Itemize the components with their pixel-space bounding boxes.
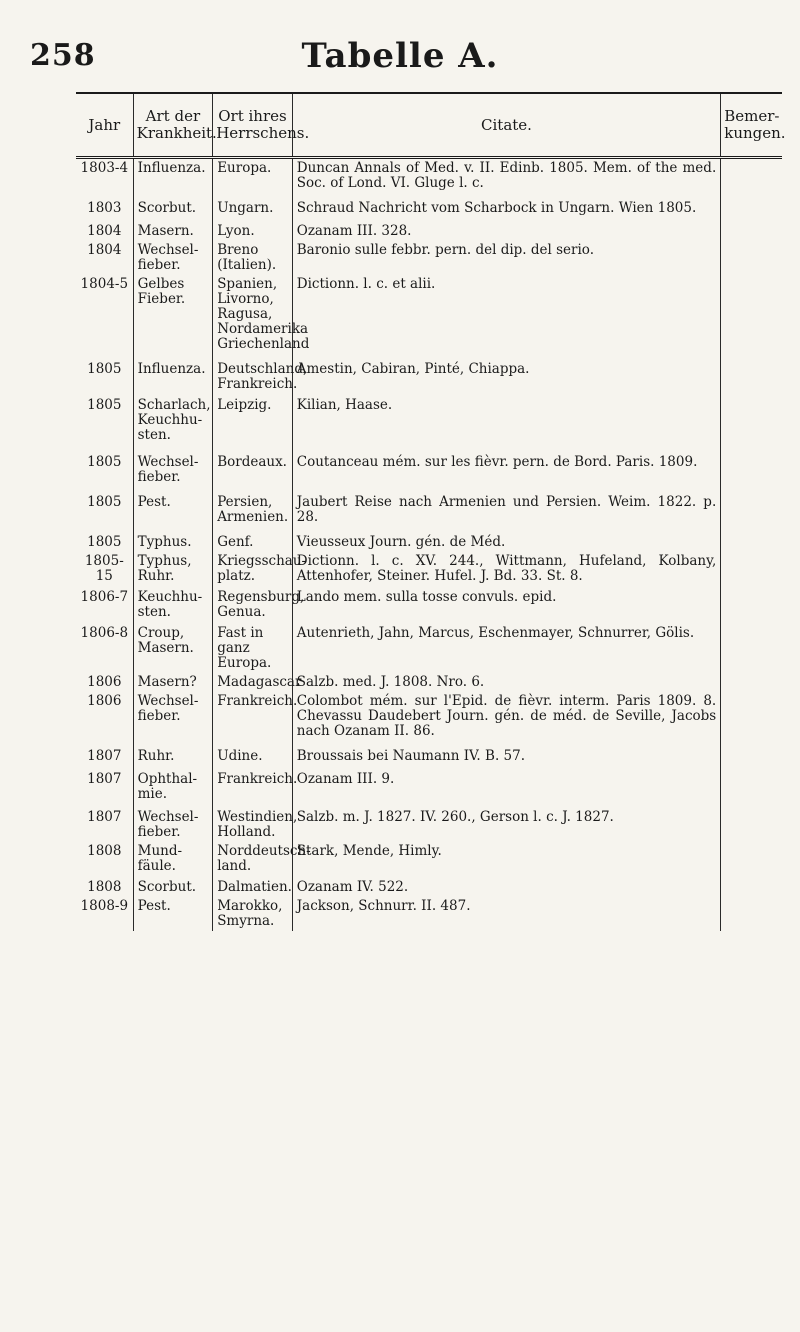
row-citation: Autenrieth, Jahn, Marcus, Eschenmayer, Schnurrer, Gölis. (292, 622, 720, 673)
row-disease: Wechsel-fieber. (133, 804, 213, 842)
row-citation: Lando mem. sulla tosse convuls. epid. (292, 586, 720, 622)
row-year: 1803 (87, 200, 122, 216)
table-row (76, 241, 782, 275)
row-citation: Coutanceau mém. sur les fièvr. pern. de Bord. Paris. 1809. (292, 445, 720, 487)
row-disease: Influenza. (133, 354, 213, 394)
row-remark (721, 804, 782, 842)
row-disease: Ophthal-mie. (133, 766, 213, 804)
table-row (76, 527, 782, 552)
row-citation: Jaubert Reise nach Armenien und Persien. Weim. 1822. p. 28. (292, 487, 720, 527)
table-row (76, 804, 782, 842)
row-remark (721, 275, 782, 354)
row-disease: Pest. (133, 487, 213, 527)
row-citation: Ozanam IV. 522. (292, 876, 720, 897)
row-year: 1806 (87, 693, 122, 709)
column-header-place: Ort ihres Herrschens. (213, 93, 293, 158)
column-header-remarks: Bemer-kungen. (721, 93, 782, 158)
row-year: 1808 (87, 879, 122, 895)
row-year: 1808 (87, 843, 122, 859)
row-citation: Ozanam III. 328. (292, 218, 720, 241)
row-year: 1806-8 (80, 625, 129, 641)
table-row (76, 622, 782, 673)
row-citation: Salzb. m. J. 1827. IV. 260., Gerson l. c. J. 1827. (292, 804, 720, 842)
row-disease: Scharlach, Keuchhu-sten. (133, 394, 213, 445)
row-remark (721, 487, 782, 527)
row-remark (721, 552, 782, 586)
row-disease: Typhus. (133, 527, 213, 552)
row-disease: Wechsel-fieber. (133, 692, 213, 741)
table-row (76, 741, 782, 766)
row-disease: Typhus, Ruhr. (133, 552, 213, 586)
row-place: Genf. (213, 527, 293, 552)
row-citation: Dictionn. l. c. et alii. (292, 275, 720, 354)
row-year: 1804-5 (80, 276, 129, 292)
table-row (76, 552, 782, 586)
column-header-year: Jahr (76, 93, 133, 158)
row-disease: Scorbut. (133, 876, 213, 897)
row-citation: Schraud Nachricht vom Scharbock in Ungarn. Wien 1805. (292, 193, 720, 218)
table-row (76, 842, 782, 876)
row-year: 1807 (87, 771, 122, 787)
row-remark (721, 876, 782, 897)
row-place: Fast in ganz Europa. (213, 622, 293, 673)
row-place: Frankreich. (213, 692, 293, 741)
table (76, 92, 786, 931)
row-place: Regensburg, Genua. (213, 586, 293, 622)
table-row (76, 897, 782, 931)
row-place: Lyon. (213, 218, 293, 241)
row-citation: Colombot mém. sur l'Epid. de fièvr. interm. Paris 1809. 8. Chevassu Daudebert Journ. gén. de méd. de Seville, Jacobs nach Ozanam II. 86. (292, 692, 720, 741)
row-place: Deutschland, Frankreich. (213, 354, 293, 394)
row-year: 1804 (87, 223, 122, 239)
table-row (76, 275, 782, 354)
row-remark (721, 158, 782, 194)
table-row (76, 193, 782, 218)
row-place: Bordeaux. (213, 445, 293, 487)
row-citation: Stark, Mende, Himly. (292, 842, 720, 876)
row-place: Westindien, Holland. (213, 804, 293, 842)
row-disease: Mund-fäule. (133, 842, 213, 876)
row-citation: Salzb. med. J. 1808. Nro. 6. (292, 673, 720, 692)
row-citation: Broussais bei Naumann IV. B. 57. (292, 741, 720, 766)
row-citation: Amestin, Cabiran, Pinté, Chiappa. (292, 354, 720, 394)
row-place: Leipzig. (213, 394, 293, 445)
row-citation: Ozanam III. 9. (292, 766, 720, 804)
column-header-disease: Art der Krankheit. (133, 93, 213, 158)
row-remark (721, 586, 782, 622)
row-year: 1805 (87, 397, 122, 413)
row-place: Frankreich. (213, 766, 293, 804)
table-row (76, 445, 782, 487)
table-row (76, 158, 782, 194)
row-remark (721, 241, 782, 275)
row-remark (721, 673, 782, 692)
row-citation: Duncan Annals of Med. v. II. Edinb. 1805. Mem. of the med. Soc. of Lond. VI. Gluge l. c. (292, 158, 720, 194)
row-place: Marokko, Smyrna. (213, 897, 293, 931)
row-place: Madagascar (213, 673, 293, 692)
row-year: 1803-4 (80, 160, 129, 176)
row-disease: Masern? (133, 673, 213, 692)
row-disease: Influenza. (133, 158, 213, 194)
row-place: Dalmatien. (213, 876, 293, 897)
row-citation: Dictionn. l. c. XV. 244., Wittmann, Hufeland, Kolbany, Attenhofer, Steiner. Hufel. J. Bd. 33. St. 8. (292, 552, 720, 586)
table-row (76, 692, 782, 741)
row-year: 1807 (87, 809, 122, 825)
table-row (76, 487, 782, 527)
row-citation: Baronio sulle febbr. pern. del dip. del serio. (292, 241, 720, 275)
row-year: 1805 (87, 494, 122, 510)
row-place: Spanien, Livorno, Ragusa, Nordamerika Griechenland (213, 275, 293, 354)
row-disease: Masern. (133, 218, 213, 241)
row-citation: Jackson, Schnurr. II. 487. (292, 897, 720, 931)
row-citation: Kilian, Haase. (292, 394, 720, 445)
table-row (76, 586, 782, 622)
row-disease: Wechsel-fieber. (133, 241, 213, 275)
row-remark (721, 394, 782, 445)
row-year: 1806 (87, 674, 122, 690)
row-year: 1805 (87, 361, 122, 377)
page-number: 258 (30, 38, 96, 73)
table-body (76, 158, 782, 932)
row-remark (721, 193, 782, 218)
row-disease: Ruhr. (133, 741, 213, 766)
table-row (76, 766, 782, 804)
row-remark (721, 218, 782, 241)
table-row (76, 218, 782, 241)
row-year: 1806-7 (80, 589, 129, 605)
table-row (76, 354, 782, 394)
row-place: Persien, Armenien. (213, 487, 293, 527)
row-disease: Pest. (133, 897, 213, 931)
epidemic-table (76, 92, 786, 931)
row-citation: Vieusseux Journ. gén. de Méd. (292, 527, 720, 552)
page-header (0, 0, 800, 80)
row-disease: Scorbut. (133, 193, 213, 218)
row-place: Norddeutsch-land. (213, 842, 293, 876)
row-year: 1805 (87, 454, 122, 470)
row-remark (721, 354, 782, 394)
row-place: Kriegsschau-platz. (213, 552, 293, 586)
row-disease: Keuchhu-sten. (133, 586, 213, 622)
row-remark (721, 741, 782, 766)
row-remark (721, 897, 782, 931)
row-disease: Croup, Masern. (133, 622, 213, 673)
table-row (76, 673, 782, 692)
row-remark (721, 445, 782, 487)
column-header-citation: Citate. (292, 93, 720, 158)
row-disease: Gelbes Fieber. (133, 275, 213, 354)
row-year: 1804 (87, 242, 122, 258)
table-header-row (76, 93, 782, 158)
table-row (76, 394, 782, 445)
row-place: Udine. (213, 741, 293, 766)
row-year: 1805-15 (84, 553, 124, 584)
table-row (76, 876, 782, 897)
row-year: 1805 (87, 534, 122, 550)
row-place: Europa. (213, 158, 293, 194)
page-title: Tabelle A. (301, 36, 499, 76)
row-place: Ungarn. (213, 193, 293, 218)
row-remark (721, 527, 782, 552)
row-year: 1807 (87, 748, 122, 764)
row-place: Breno (Italien). (213, 241, 293, 275)
row-remark (721, 766, 782, 804)
row-remark (721, 842, 782, 876)
row-disease: Wechsel-fieber. (133, 445, 213, 487)
row-year: 1808-9 (80, 898, 129, 914)
row-remark (721, 692, 782, 741)
row-remark (721, 622, 782, 673)
